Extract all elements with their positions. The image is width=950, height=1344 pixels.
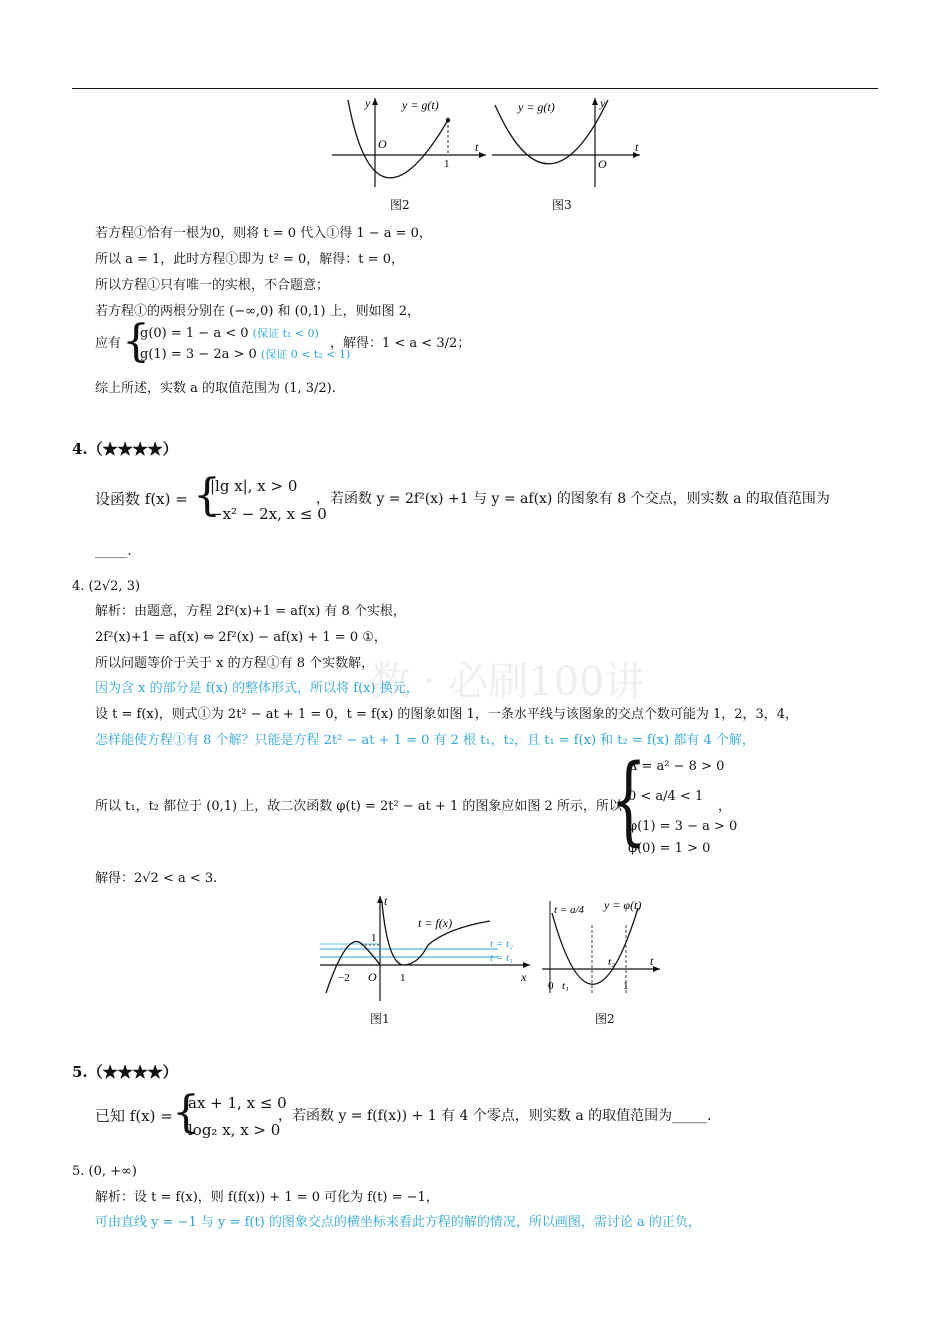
sol3-line3: 所以方程①只有唯一的实根，不合题意； — [95, 278, 330, 293]
sol4-line3: 所以问题等价于关于 x 的方程①有 8 个实数解， — [95, 656, 375, 671]
fig2b-func: y = φ(t) — [604, 898, 642, 912]
sol3-line1: 若方程①恰有一根为0，则将 t = 0 代入①得 1 − a = 0， — [95, 226, 432, 241]
fig1-t: t — [384, 894, 388, 908]
sol3-row2-note: (保证 0 < t₂ < 1) — [260, 348, 351, 361]
fig2-label-o: O — [378, 137, 387, 151]
fig1-m2: −2 — [338, 972, 350, 984]
sol4-line6: 怎样能使方程①有 8 个解？只能是方程 2t² − at + 1 = 0 有 2 根 t₁，t₂，且 t₁ = f(x) 和 t₂ = f(x) 都有 4 个解， — [95, 733, 755, 748]
fig2-tick: 1 — [444, 158, 450, 170]
fig3-label-y: y — [600, 96, 606, 110]
sol4-line5: 设 t = f(x)，则式①为 2t² − at + 1 = 0，t = f(x) 的图象如图 1，一条水平线与该图象的交点个数可能为 1，2，3，4， — [95, 707, 799, 722]
sol4-line7-end: ， — [718, 799, 732, 814]
fig2b-t: t — [650, 954, 654, 968]
sol4-brace: { — [610, 744, 647, 856]
fig2b-axis: t = a/4 — [554, 904, 585, 916]
q4-heading: 4.（★★★★） — [72, 440, 178, 458]
fig1-t2: t = t₂ — [490, 938, 513, 950]
q4-pre: 设函数 f(x) = — [95, 490, 188, 508]
sol3-row2-expr: g(1) = 3 − 2a > 0 — [140, 347, 257, 362]
fig1-o: O — [368, 970, 377, 984]
sol3-row1-note: (保证 t₁ < 0) — [252, 327, 319, 340]
sol4-answer: 4. (2√2, 3) — [72, 579, 141, 594]
sol3-row1 — [140, 325, 319, 343]
q5-pre: 已知 f(x) = — [95, 1107, 173, 1125]
fig1-caption: 图1 — [370, 1012, 390, 1026]
fig1-t1: t = t₁ — [490, 952, 513, 964]
q5-case1: ax + 1, x ≤ 0 — [188, 1094, 287, 1112]
fig2-label-y: y — [365, 96, 371, 110]
fig2b-zero: 0 — [548, 980, 554, 992]
sol3-line2: 所以 a = 1，此时方程①即为 t² = 0，解得：t = 0， — [95, 252, 404, 267]
sol4-line8: 解得：2√2 < a < 3. — [95, 871, 218, 886]
q4-case1: |lg x|, x > 0 — [210, 477, 298, 495]
fig3-func: y = g(t) — [518, 100, 555, 114]
q4-blank: _____. — [95, 544, 132, 559]
fig2-caption: 图2 — [390, 198, 410, 212]
sol3-line5-pre: 应有 — [95, 336, 122, 351]
fig2-label-t: t — [475, 140, 479, 154]
sol4-line4: 因为含 x 的部分是 f(x) 的整体形式，所以将 f(x) 换元， — [95, 681, 419, 696]
fig1-func: t = f(x) — [418, 916, 453, 930]
q4-brace: { — [193, 470, 221, 521]
q4-case2: −x² − 2x, x ≤ 0 — [210, 505, 327, 523]
fig1-x: x — [521, 970, 527, 984]
sol5-line2: 可由直线 y = −1 与 y = f(t) 的图象交点的横坐标来看此方程的解的情况，所以画图，需讨论 a 的正负， — [95, 1215, 701, 1230]
figure-g-t-2 — [330, 95, 490, 190]
sol4-sys-1: 0 < a/4 < 1 — [628, 789, 704, 804]
q5-brace: { — [172, 1087, 200, 1138]
figure-phi-t — [540, 893, 665, 1005]
fig1-one-x: 1 — [400, 972, 406, 984]
sol4-sys-0: Δ = a² − 8 > 0 — [628, 759, 725, 774]
sol3-row2 — [140, 346, 350, 364]
sol4-sys-2: φ(1) = 3 − a > 0 — [628, 819, 738, 834]
fig2b-caption: 图2 — [595, 1012, 615, 1026]
fig3-label-t: t — [635, 140, 639, 154]
figure-g-t-3 — [490, 95, 650, 190]
sol3-brace: { — [122, 316, 150, 367]
sol4-sys-3: φ(0) = 1 > 0 — [628, 841, 711, 856]
q5-case2: log₂ x, x > 0 — [188, 1121, 281, 1139]
sol5-answer: 5. (0, +∞) — [72, 1164, 137, 1179]
sol3-line4: 若方程①的两根分别在 (−∞,0) 和 (0,1) 上，则如图 2， — [95, 304, 421, 319]
sol5-line1: 解析：设 t = f(x)，则 f(f(x)) + 1 = 0 可化为 f(t) = −1， — [95, 1190, 439, 1205]
header-rule — [72, 88, 878, 89]
sol3-row1-expr: g(0) = 1 − a < 0 — [140, 326, 249, 341]
q4-post: ，若函数 y = 2f²(x) +1 与 y = af(x) 的图象有 8 个交点，则实数 a 的取值范围为 — [316, 491, 830, 507]
figure-f-x — [318, 893, 533, 1005]
q5-post: ，若函数 y = f(f(x)) + 1 有 4 个零点，则实数 a 的取值范围为_____. — [278, 1108, 712, 1124]
fig2b-t1: t₁ — [562, 980, 569, 992]
sol3-line5-post: ，解得：1 < a < 3/2； — [330, 336, 471, 351]
watermark: 数 · 必刷100讲 — [370, 659, 645, 705]
sol4-line7: 所以 t₁，t₂ 都位于 (0,1) 上，故二次函数 φ(t) = 2t² − at + 1 的图象应如图 2 所示，所以 — [95, 799, 622, 814]
fig3-caption: 图3 — [552, 198, 572, 212]
fig2b-t2: t₂ — [608, 956, 615, 968]
fig1-one-t: 1 — [371, 932, 377, 944]
fig3-label-o: O — [598, 157, 607, 171]
sol4-line2: 2f²(x)+1 = af(x) ⇔ 2f²(x) − af(x) + 1 = 0 ①， — [95, 630, 387, 645]
sol3-line6: 综上所述，实数 a 的取值范围为 (1, 3/2). — [95, 381, 336, 396]
q5-heading: 5.（★★★★） — [72, 1063, 178, 1081]
fig2b-one: 1 — [623, 980, 629, 992]
sol4-line1: 解析：由题意，方程 2f²(x)+1 = af(x) 有 8 个实根， — [95, 604, 406, 619]
fig2-func: y = g(t) — [402, 98, 439, 112]
